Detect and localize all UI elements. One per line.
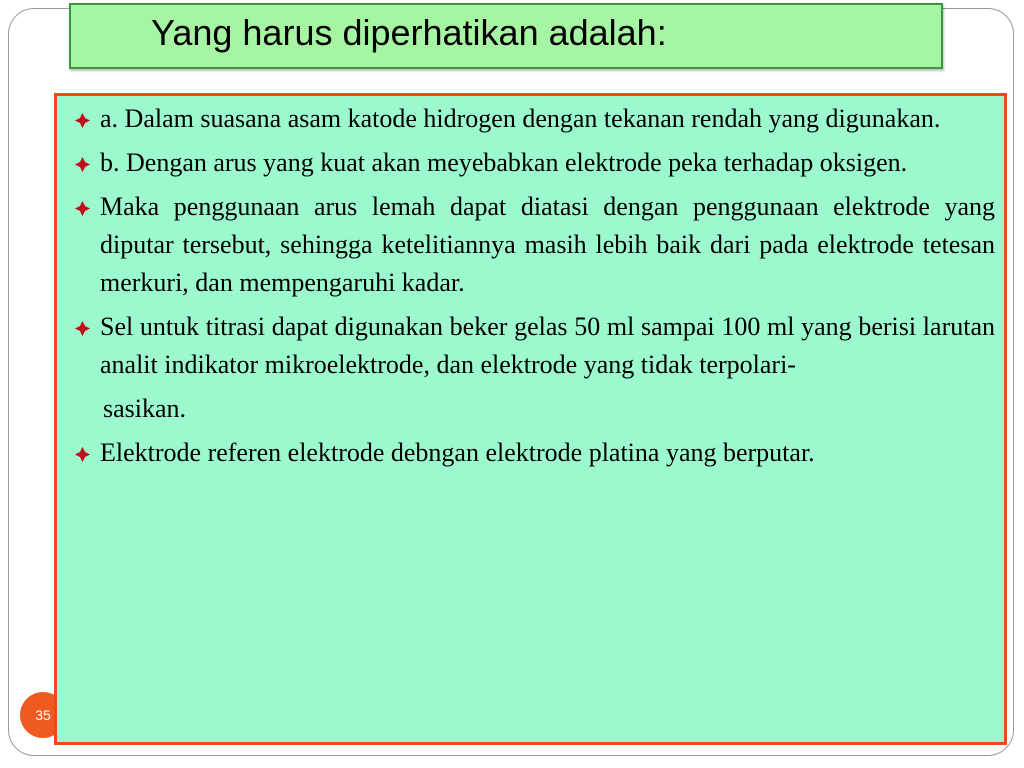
title-box [69,3,943,69]
slide-title: Yang harus diperhatikan adalah: [151,12,667,53]
diamond-bullet-icon [74,446,91,463]
bullet-item-2 [73,144,995,182]
diamond-bullet-icon [74,320,91,337]
bullet-text: b. Dengan arus yang kuat akan meyebabkan elektrode peka terhadap oksigen. [100,148,908,177]
bullet-item-4 [73,308,995,384]
bullet-list [73,100,995,478]
diamond-bullet-icon [74,112,91,129]
bullet-item-3 [73,188,995,302]
diamond-bullet-icon [74,200,91,217]
bullet-text: a. Dalam suasana asam katode hidrogen dengan tekanan rendah yang digunakan. [100,104,941,133]
bullet-text: Sel untuk titrasi dapat digunakan beker gelas 50 ml sampai 100 ml yang berisi larutan analit indikator mikroelektrode, dan elektrode yang tidak terpolari- [100,312,995,379]
bullet-item-5 [73,434,995,472]
content-box [54,93,1007,745]
bullet-item-1 [73,100,995,138]
bullet-continuation: sasikan. [103,394,187,423]
bullet-text: Elektrode referen elektrode debngan elektrode platina yang berputar. [100,438,815,467]
diamond-bullet-icon [74,156,91,173]
page-number: 35 [35,707,51,723]
bullet-text: Maka penggunaan arus lemah dapat diatasi dengan penggunaan elektrode yang diputar tersebut, sehingga ketelitiannya masih lebih baik dari pada elektrode tetesan merkuri, dan mempengaruhi kadar. [100,192,995,297]
